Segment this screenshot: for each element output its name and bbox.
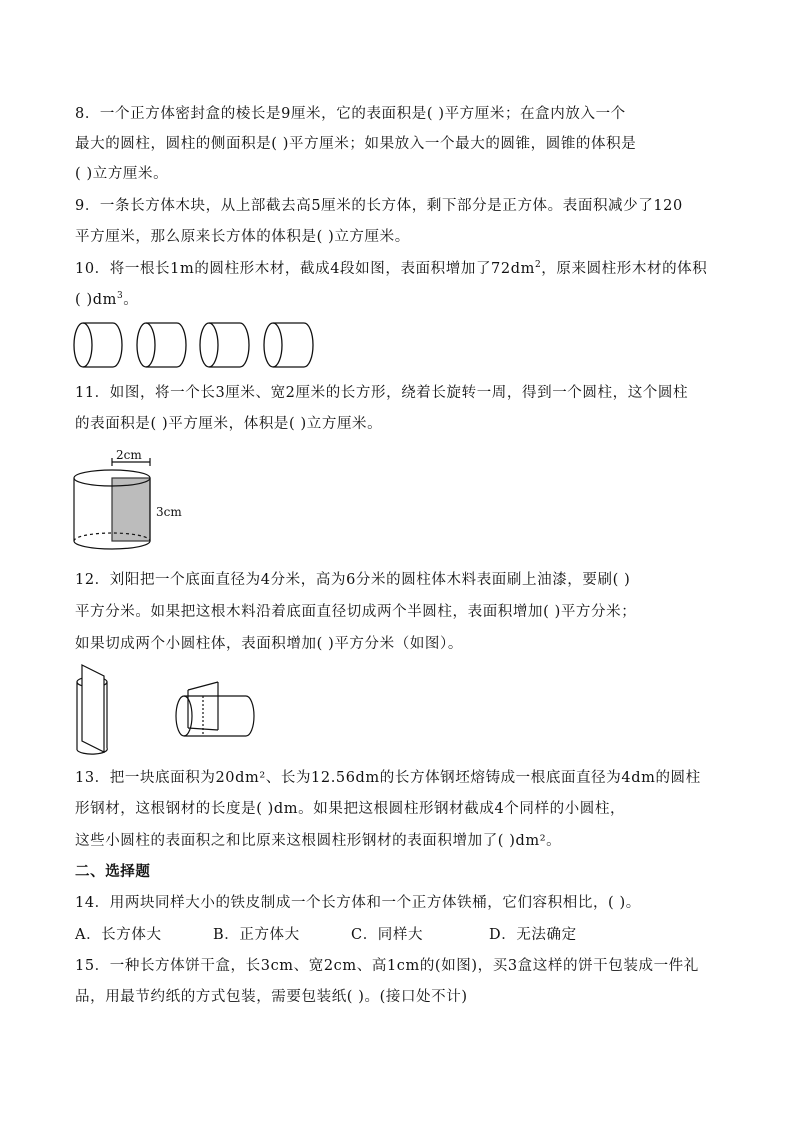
q13-line-2: 形钢材，这根钢材的长度是( )dm。如果把这根圆柱形钢材截成4个同样的小圆柱， bbox=[75, 801, 626, 817]
q12-line-2: 平方分米。如果把这根木料沿着底面直径切成两个半圆柱，表面积增加( )平方分米； bbox=[75, 604, 637, 620]
cylinder-piece-4 bbox=[264, 323, 313, 367]
q12-line-1: 12．刘阳把一个底面直径为4分米，高为6分米的圆柱体木料表面刷上油漆，要刷( ) bbox=[75, 572, 631, 588]
q14-options bbox=[75, 925, 577, 945]
q13-line-1: 13．把一块底面积为20dm²、长为12.56dm的长方体钢坯熔铸成一根底面直径为4dm的圆柱 bbox=[75, 770, 701, 786]
q14-option-c[interactable]: C．同样大 bbox=[351, 927, 424, 943]
q10-unit-sup: 2 bbox=[534, 260, 542, 270]
q10-line-1-tail: ，原来圆柱形木材的体积 bbox=[541, 261, 708, 277]
cylinder-piece-1 bbox=[74, 323, 122, 367]
q8-line-1: 8．一个正方体密封盒的棱长是9厘米，它的表面积是( )平方厘米；在盒内放入一个 bbox=[75, 106, 626, 122]
q12-vertical-cylinder bbox=[77, 665, 107, 754]
q11-cylinder-figure bbox=[72, 446, 202, 558]
q12-line-3: 如果切成两个小圆柱体，表面积增加( )平方分米（如图）。 bbox=[75, 636, 463, 652]
q14-option-a[interactable]: A．长方体大 bbox=[75, 927, 162, 943]
section-title-choice: 二、选择题 bbox=[75, 863, 151, 880]
q11-width-label: 2cm bbox=[116, 448, 142, 462]
q10-unit-sup-3: 3 bbox=[116, 291, 124, 301]
q14-option-d[interactable]: D．无法确定 bbox=[489, 927, 577, 943]
q11-height-label: 3cm bbox=[156, 505, 182, 519]
q12-cut-cylinders-figure bbox=[68, 660, 258, 758]
q10-line-2-tail: 。 bbox=[123, 292, 139, 308]
q11-line-2: 的表面积是( )平方厘米，体积是( )立方厘米。 bbox=[75, 416, 383, 432]
q11-line-1: 11．如图，将一个长3厘米、宽2厘米的长方形，绕着长旋转一周，得到一个圆柱，这个圆柱 bbox=[75, 385, 689, 401]
q14-line-1: 14．用两块同样大小的铁皮制成一个长方体和一个正方体铁桶，它们容积相比，( )。 bbox=[75, 895, 641, 911]
q8-line-3: ( )立方厘米。 bbox=[75, 166, 169, 182]
q9-line-1: 9．一条长方体木块，从上部截去高5厘米的长方体，剩下部分是正方体。表面积减少了120 bbox=[75, 198, 683, 214]
q14-option-b[interactable]: B．正方体大 bbox=[213, 927, 300, 943]
cylinder-piece-2 bbox=[137, 323, 186, 367]
q10-line-2-text: ( )dm bbox=[75, 292, 117, 308]
q13-line-3: 这些小圆柱的表面积之和比原来这根圆柱形钢材的表面积增加了( )dm²。 bbox=[75, 833, 562, 849]
q10-line-2 bbox=[75, 290, 138, 310]
cylinder-piece-3 bbox=[200, 323, 249, 367]
q12-horizontal-cylinder bbox=[176, 682, 254, 736]
q15-line-1: 15．一种长方体饼干盒，长3cm、宽2cm、高1cm的(如图)，买3盒这样的饼干包装成一件礼 bbox=[75, 958, 699, 974]
q10-line-1-text: 10．将一根长1m的圆柱形木材，截成4段如图，表面积增加了72dm bbox=[75, 261, 535, 277]
q10-cylinders-figure bbox=[68, 318, 318, 372]
q15-line-2: 品，用最节约纸的方式包装，需要包装纸( )。(接口处不计) bbox=[75, 989, 468, 1005]
q9-line-2: 平方厘米，那么原来长方体的体积是( )立方厘米。 bbox=[75, 229, 410, 245]
q8-line-2: 最大的圆柱，圆柱的侧面积是( )平方厘米；如果放入一个最大的圆锥，圆锥的体积是 bbox=[75, 136, 637, 152]
q10-line-1 bbox=[75, 259, 707, 279]
